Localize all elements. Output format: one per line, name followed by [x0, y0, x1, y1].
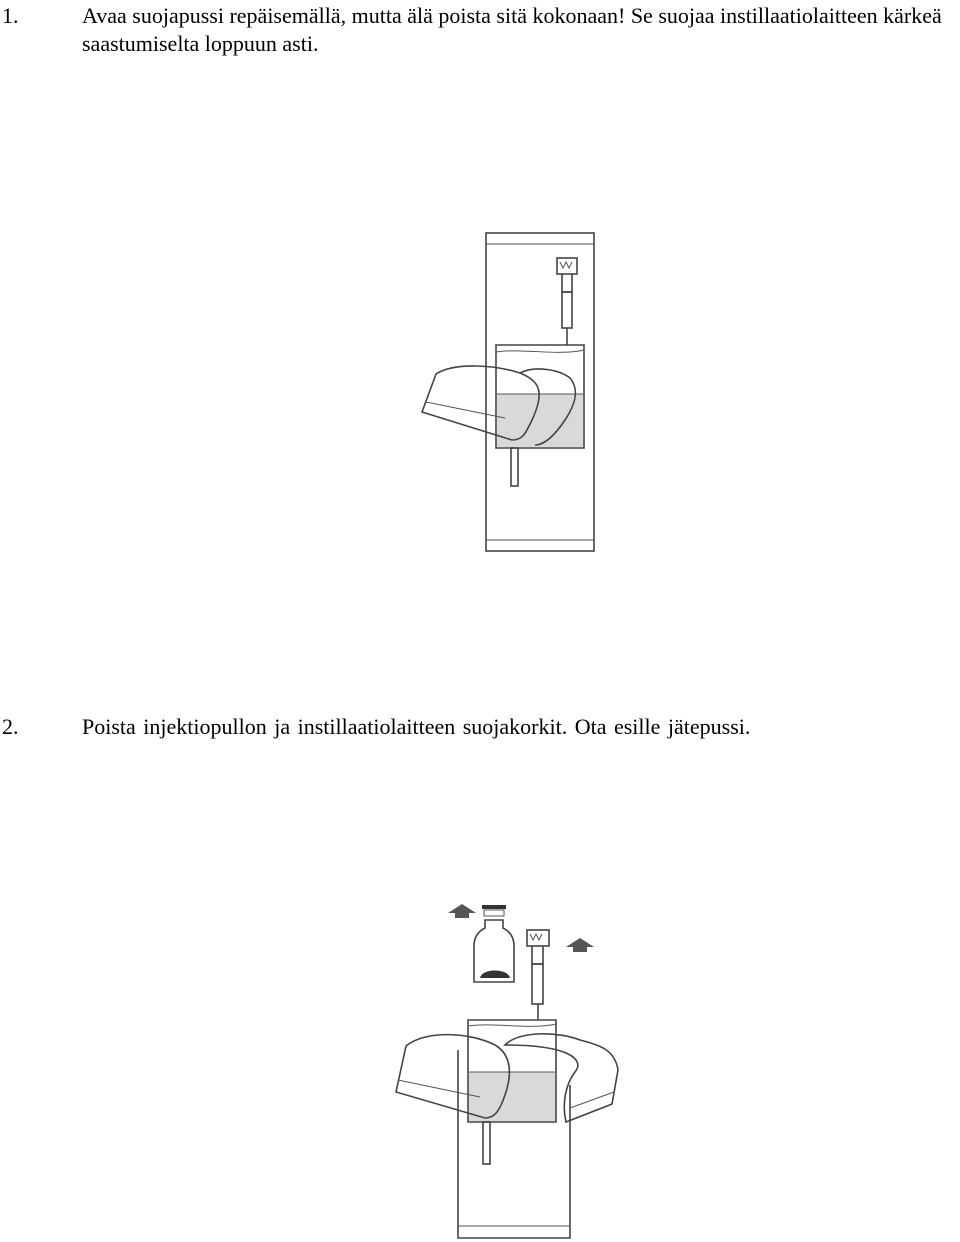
- torn-pouch-flap: [422, 366, 539, 440]
- connector-cap-icon: [557, 258, 577, 274]
- torn-pouch-flap-right: [505, 1034, 618, 1122]
- tube: [483, 1122, 490, 1164]
- instillation-bag: [496, 345, 584, 448]
- step-1-number: 1.: [2, 3, 19, 28]
- step-2-number: 2.: [2, 714, 19, 739]
- powder: [480, 971, 510, 979]
- outer-pouch: [458, 1050, 570, 1238]
- vial-icon: [474, 920, 514, 982]
- tube: [511, 448, 518, 486]
- arrow-up-icon: [448, 904, 476, 918]
- vial-cap-icon: [482, 905, 506, 909]
- torn-pouch-flap-left: [396, 1035, 509, 1118]
- step-2-text: Poista injektiopullon ja instillaatiolaitteen suojakorkit. Ota esille jätepussi.: [82, 714, 751, 739]
- instillation-bag: [468, 1020, 556, 1122]
- step-1-text: Avaa suojapussi repäisemällä, mutta älä poista sitä kokonaan! Se suojaa instillaatiolaitteen kärkeä saastumiselta loppuun asti.: [82, 3, 942, 56]
- arrow-up-icon: [566, 938, 594, 952]
- connector-cap-icon: [527, 930, 549, 946]
- outer-pouch: [486, 233, 594, 551]
